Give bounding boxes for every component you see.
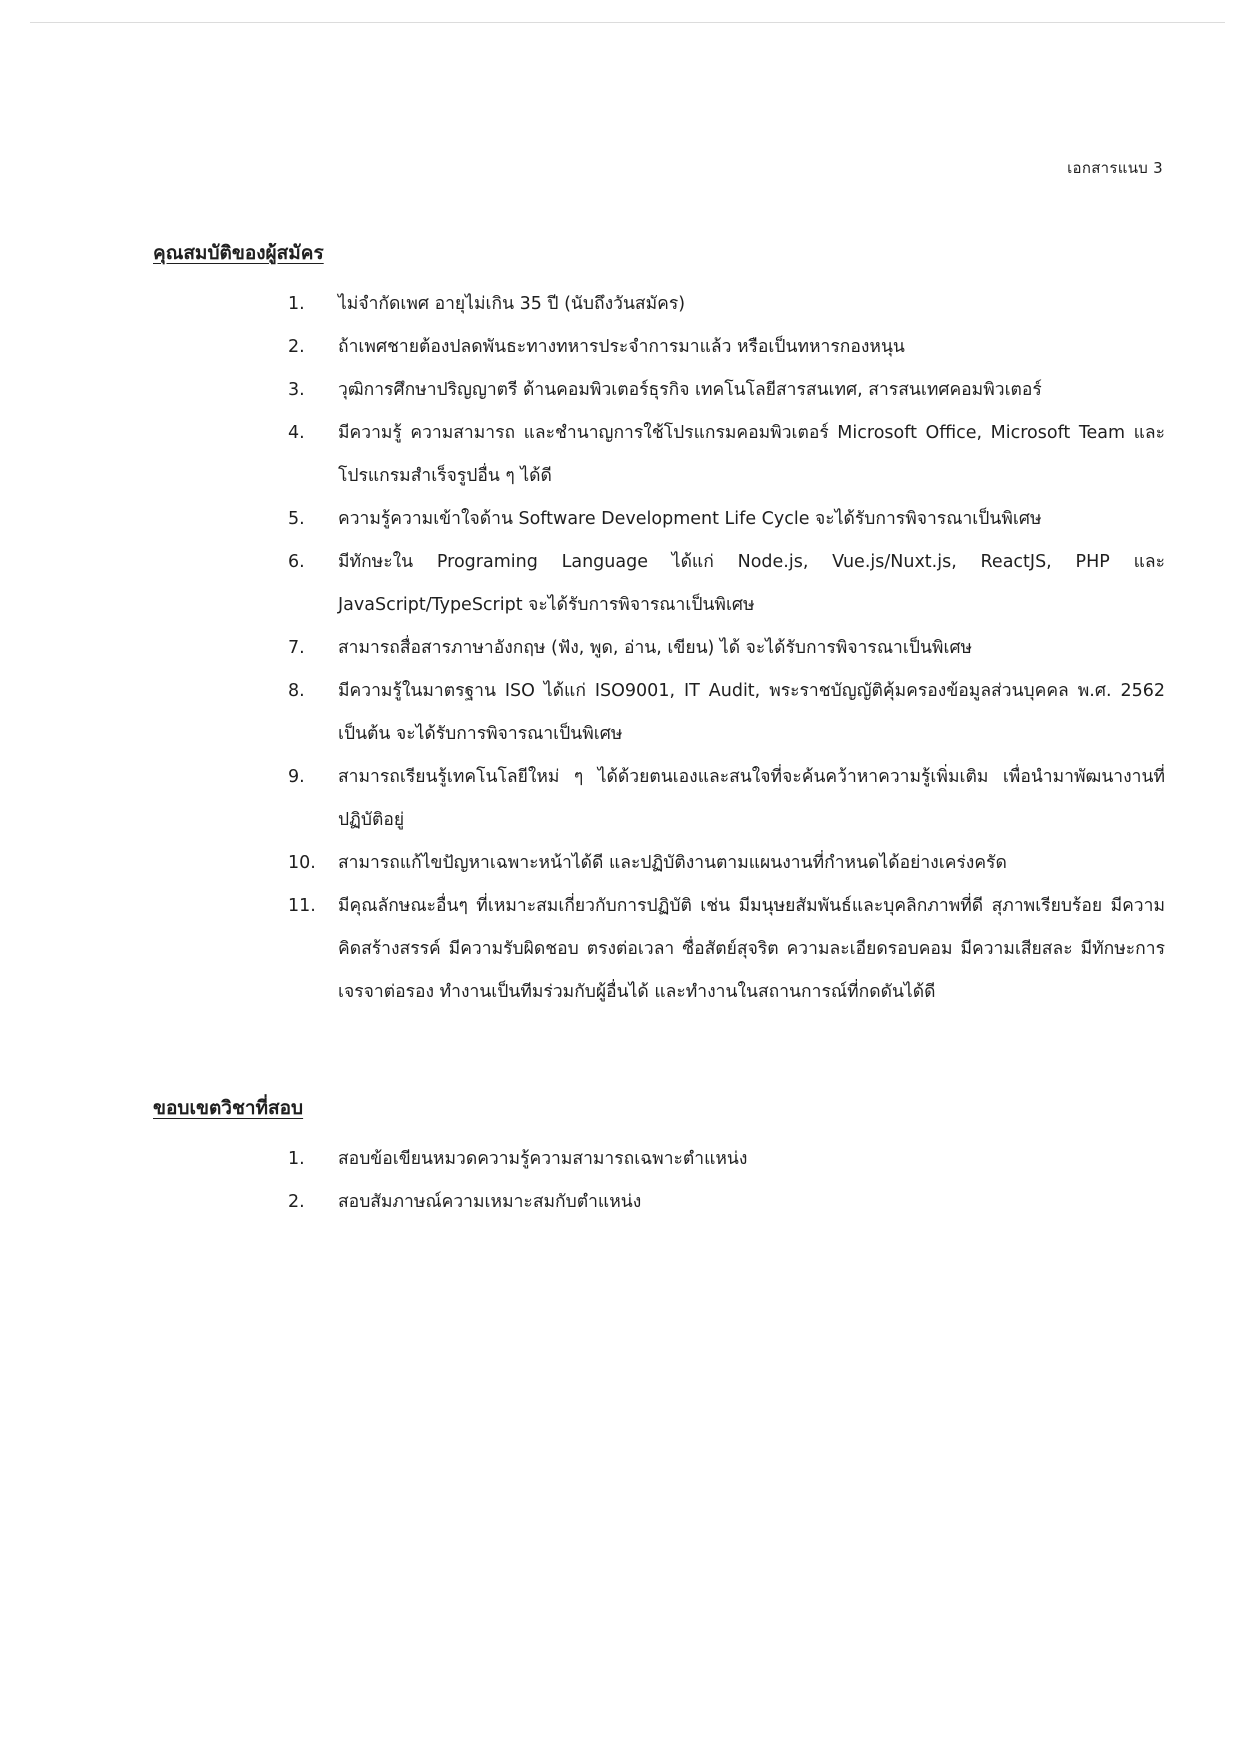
exam-item-2 [288,1181,1165,1224]
exam-number-1: 1. [288,1149,305,1169]
qualification-number-7: 7. [288,638,305,658]
qualification-text-3: วุฒิการศึกษาปริญญาตรี ด้านคอมพิวเตอร์ธุรกิจ เทคโนโลยีสารสนเทศ, สารสนเทศคอมพิวเตอร์ [338,380,1042,400]
qualification-item-2 [288,326,1165,369]
qualification-item-8 [288,670,1165,756]
qualification-text-10: สามารถแก้ไขปัญหาเฉพาะหน้าได้ดี และปฏิบัติงานตามแผนงานที่กำหนดได้อย่างเคร่งครัด [338,853,1007,873]
document-attachment-label: เอกสารแนบ 3 [1067,159,1163,177]
qualifications-heading: คุณสมบัติของผู้สมัคร [153,242,324,264]
qualification-text-7: สามารถสื่อสารภาษาอังกฤษ (ฟัง, พูด, อ่าน, เขียน) ได้ จะได้รับการพิจารณาเป็นพิเศษ [338,638,973,658]
qualification-item-9 [288,756,1165,842]
qualification-number-8: 8. [288,681,305,701]
qualification-text-5: ความรู้ความเข้าใจด้าน Software Development Life Cycle จะได้รับการพิจารณาเป็นพิเศษ [338,509,1042,529]
qualification-number-10: 10. [288,853,316,873]
qualification-number-6: 6. [288,552,305,572]
exam-number-2: 2. [288,1192,305,1212]
qualification-text-1: ไม่จำกัดเพศ อายุไม่เกิน 35 ปี (นับถึงวันสมัคร) [338,294,686,314]
qualification-item-4 [288,412,1165,498]
qualification-item-1 [288,283,1165,326]
qualification-item-11 [288,885,1165,1014]
qualification-number-9: 9. [288,767,305,787]
exam-scope-list [288,1138,1165,1224]
exam-text-1: สอบข้อเขียนหมวดความรู้ความสามารถเฉพาะตำแหน่ง [338,1149,748,1169]
qualification-item-10 [288,842,1165,885]
qualification-text-8: มีความรู้ในมาตรฐาน ISO ได้แก่ ISO9001, IT Audit, พระราชบัญญัติคุ้มครองข้อมูลส่วนบุคคล พ.ศ. 2562 เป็นต้น จะได้รับการพิจารณาเป็นพิเศษ [338,681,1165,744]
qualification-text-4: มีความรู้ ความสามารถ และชำนาญการใช้โปรแกรมคอมพิวเตอร์ Microsoft Office, Microsoft Team และโปรแกรมสำเร็จรูปอื่น ๆ ได้ดี [338,423,1165,486]
qualification-item-5 [288,498,1165,541]
top-scan-edge-line [30,22,1225,23]
qualification-number-11: 11. [288,896,316,916]
qualification-item-6 [288,541,1165,627]
qualification-number-4: 4. [288,423,305,443]
qualification-text-9: สามารถเรียนรู้เทคโนโลยีใหม่ ๆ ได้ด้วยตนเองและสนใจที่จะค้นคว้าหาความรู้เพิ่มเติม เพื่อนำมาพัฒนางานที่ปฏิบัติอยู่ [338,767,1165,830]
qualification-item-3 [288,369,1165,412]
qualifications-list [288,283,1165,1014]
exam-item-1 [288,1138,1165,1181]
qualification-number-5: 5. [288,509,305,529]
qualification-item-7 [288,627,1165,670]
qualification-text-11: มีคุณลักษณะอื่นๆ ที่เหมาะสมเกี่ยวกับการปฏิบัติ เช่น มีมนุษยสัมพันธ์และบุคลิกภาพที่ดี สุภาพเรียบร้อย มีความคิดสร้างสรรค์ มีความรับผิดชอบ ตรงต่อเวลา ซื่อสัตย์สุจริต ความละเอียดรอบคอม มีความเสียสละ มีทักษะการเจรจาต่อรอง ทำงานเป็นทีมร่วมกับผู้อื่นได้ และทำงานในสถานการณ์ที่กดดันได้ดี [338,896,1165,1002]
qualification-text-2: ถ้าเพศชายต้องปลดพันธะทางทหารประจำการมาแล้ว หรือเป็นทหารกองหนุน [338,337,905,357]
exam-scope-heading: ขอบเขตวิชาที่สอบ [153,1097,304,1119]
qualification-number-1: 1. [288,294,305,314]
qualification-number-3: 3. [288,380,305,400]
qualification-number-2: 2. [288,337,305,357]
exam-text-2: สอบสัมภาษณ์ความเหมาะสมกับตำแหน่ง [338,1192,642,1212]
qualification-text-6: มีทักษะใน Programing Language ได้แก่ Node.js, Vue.js/Nuxt.js, ReactJS, PHP และ JavaScript/TypeScript จะได้รับการพิจารณาเป็นพิเศษ [338,552,1165,615]
